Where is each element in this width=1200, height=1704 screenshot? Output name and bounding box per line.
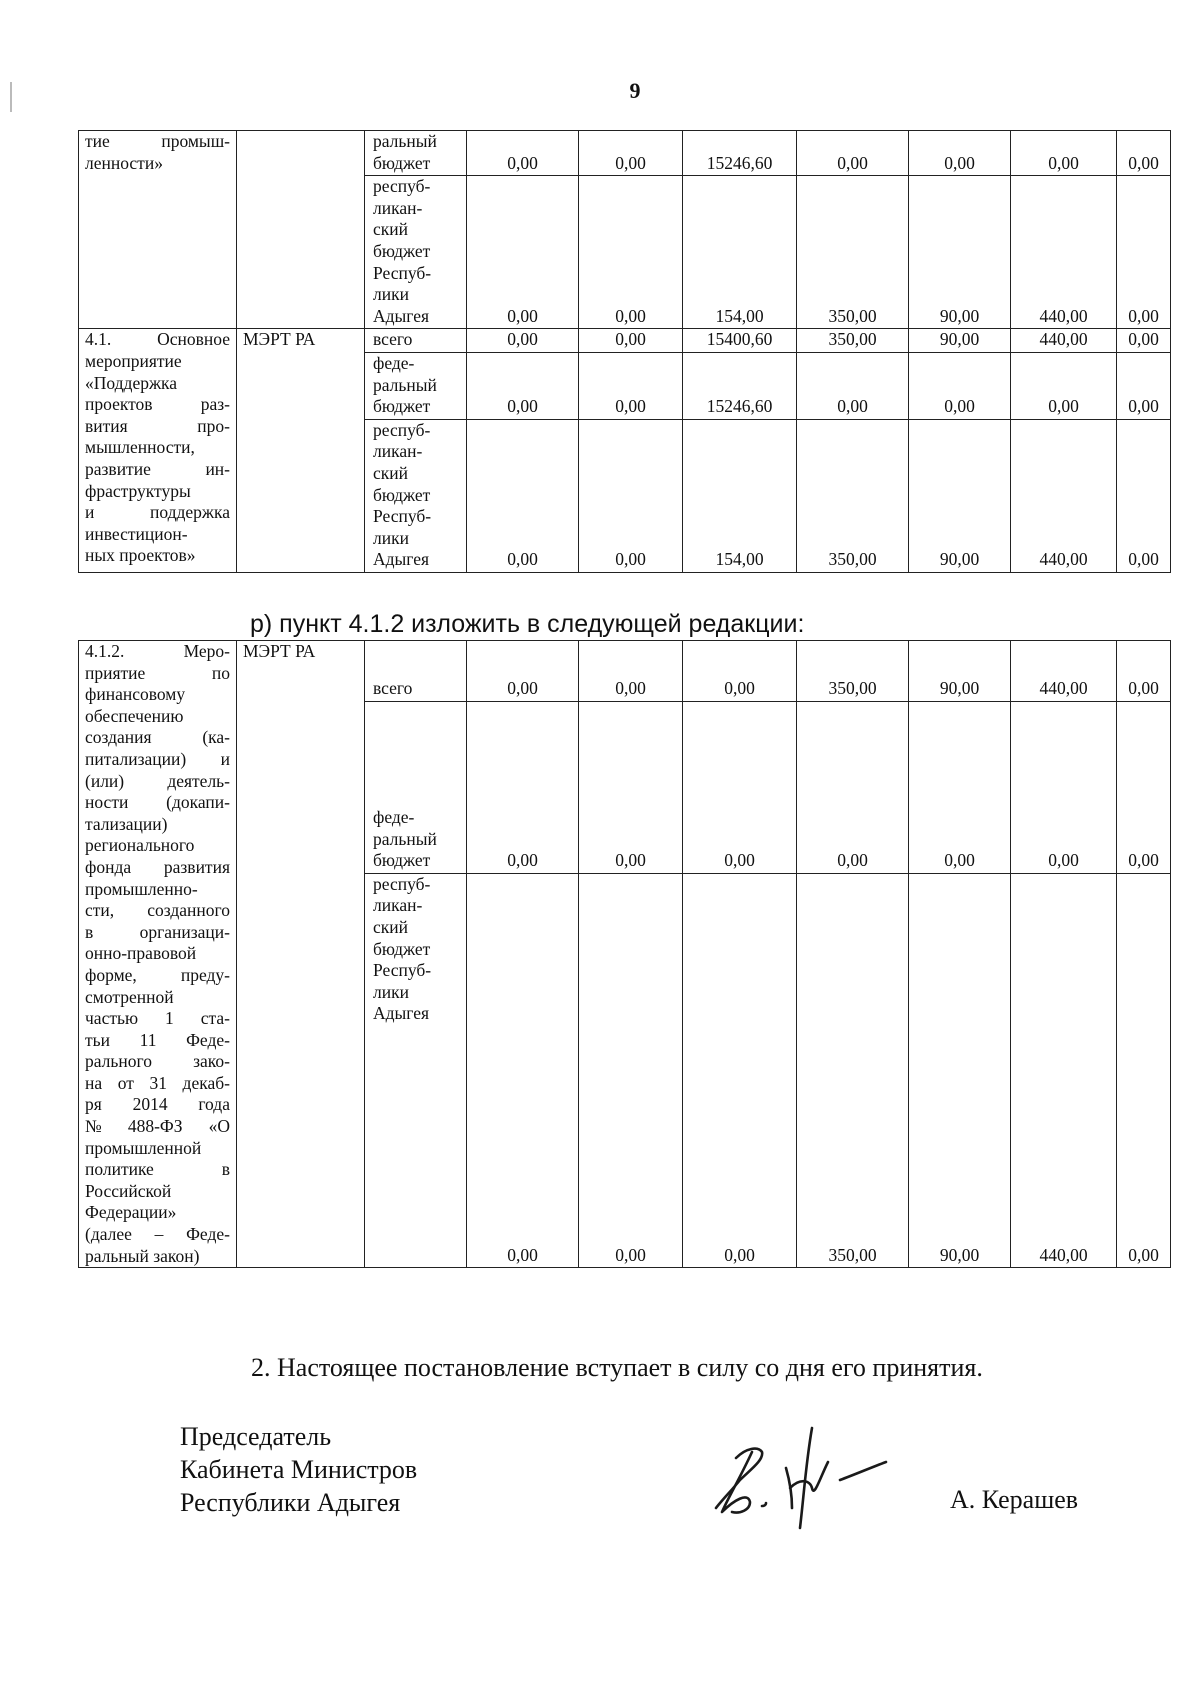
cell-text-line: Адыгея: [373, 1003, 430, 1024]
value-cell: 0,00: [1011, 352, 1117, 419]
cell-text-line: ря 2014 года: [85, 1094, 230, 1115]
cell-text-line: тие промыш-: [85, 131, 230, 151]
cell-text-line: промышленной: [85, 1137, 202, 1158]
cell-text-line: бюджет: [373, 152, 431, 173]
cell-text-line: финансовому: [85, 684, 186, 705]
cell-text-line: (далее – Феде-: [85, 1224, 230, 1245]
value-cell: 90,00: [909, 329, 1011, 353]
value-cell: 350,00: [797, 873, 909, 1267]
value-cell: 90,00: [909, 641, 1011, 702]
cell-text-line: Адыгея: [373, 305, 430, 326]
value-cell: 0,00: [797, 131, 909, 176]
budget-table-item-4-1-2: [78, 640, 1171, 1268]
cell-text-line: тьи 11 Феде-: [85, 1029, 230, 1050]
cell-text-line: промышленно-: [85, 878, 198, 899]
cell-text-line: ский: [373, 916, 408, 937]
item-4-1-2-total-label: всего: [365, 641, 467, 702]
cell-text-line: ности (докапи-: [85, 792, 230, 813]
item-4-1-2-federal-label: [365, 701, 467, 873]
cell-text-line: респуб-: [373, 873, 431, 894]
item-4-1-2-republic-label: [365, 873, 467, 1267]
cell-text-line: фраструктуры: [85, 480, 191, 501]
value-cell: 350,00: [797, 176, 909, 329]
cell-text-line: лики: [373, 284, 409, 305]
item-4-1-row-total: [79, 329, 1171, 353]
value-cell: 350,00: [797, 419, 909, 572]
cell-text-line: ский: [373, 462, 408, 483]
value-cell: 0,00: [1117, 329, 1171, 353]
cell-text-line: ликан-: [373, 895, 423, 916]
value-cell: 90,00: [909, 176, 1011, 329]
value-cell: 0,00: [683, 873, 797, 1267]
value-cell: 0,00: [1011, 131, 1117, 176]
effective-date-paragraph: 2. Настоящее постановление вступает в силу со дня его принятия.: [251, 1353, 983, 1382]
item-4-1-executor: МЭРТ РА: [237, 329, 365, 573]
cell-text-line: Респуб-: [373, 960, 432, 981]
cell-text-line: «Поддержка: [85, 372, 178, 393]
value-cell: 0,00: [579, 641, 683, 702]
cell-text-line: тализации): [85, 813, 168, 834]
item-4-1-republic-label: [365, 419, 467, 572]
cell-text-line: феде-: [373, 806, 415, 827]
value-cell: 15246,60: [683, 352, 797, 419]
value-cell: 0,00: [1117, 352, 1171, 419]
cell-text-line: бюджет: [373, 484, 431, 505]
value-cell: 0,00: [579, 329, 683, 353]
value-cell: 0,00: [467, 419, 579, 572]
value-cell: 15400,60: [683, 329, 797, 353]
cell-text-line: респуб-: [373, 419, 431, 440]
value-cell: 440,00: [1011, 329, 1117, 353]
cell-text-line: ральный: [373, 828, 437, 849]
amendment-instruction: р) пункт 4.1.2 изложить в следующей редакции:: [250, 610, 805, 638]
cell-text-line: Российской: [85, 1180, 172, 1201]
item-4-1-total-label: всего: [365, 329, 467, 353]
cont-federal-label: [365, 131, 467, 176]
cell-text-line: бюджет: [373, 396, 431, 417]
cell-text-line: сти, созданного: [85, 900, 230, 921]
cell-text-line: и поддержка: [85, 502, 230, 523]
value-cell: 90,00: [909, 419, 1011, 572]
cell-text-line: развитие ин-: [85, 458, 230, 479]
value-cell: 0,00: [579, 176, 683, 329]
item-4-1-2-executor: МЭРТ РА: [237, 641, 365, 1268]
cell-text-line: политике в: [85, 1159, 230, 1180]
cell-text-line: регионального: [85, 835, 195, 856]
cell-text-line: ленности»: [85, 152, 163, 173]
cell-text-line: респуб-: [373, 176, 431, 197]
cell-text-line: № 488-ФЗ «О: [85, 1116, 230, 1137]
cell-text-line: бюджет: [373, 938, 431, 959]
item-4-1-2-row-total: [79, 641, 1171, 702]
cell-text-line: ский: [373, 219, 408, 240]
cell-text-line: на от 31 декаб-: [85, 1072, 230, 1093]
value-cell: 0,00: [797, 352, 909, 419]
cell-text-line: Федерации»: [85, 1202, 177, 1223]
cell-text-line: Респуб-: [373, 506, 432, 527]
cell-text-line: рального зако-: [85, 1051, 230, 1072]
value-cell: 90,00: [909, 873, 1011, 1267]
cell-text-line: (или) деятель-: [85, 770, 230, 791]
value-cell: 0,00: [1117, 701, 1171, 873]
cell-text-line: ликан-: [373, 441, 423, 462]
cell-text-line: питализации) и: [85, 748, 230, 769]
value-cell: 0,00: [467, 873, 579, 1267]
cell-text-line: приятие по: [85, 662, 230, 683]
value-cell: 0,00: [579, 131, 683, 176]
cont-executor-cell: [237, 131, 365, 329]
value-cell: 0,00: [467, 176, 579, 329]
cell-text-line: создания (ка-: [85, 727, 230, 748]
value-cell: 0,00: [579, 419, 683, 572]
cont-row-federal: [79, 131, 1171, 176]
cell-text-line: лики: [373, 981, 409, 1002]
cont-name-cell: [79, 131, 237, 329]
cell-text-line: Адыгея: [373, 549, 430, 570]
value-cell: 154,00: [683, 419, 797, 572]
value-cell: 0,00: [797, 701, 909, 873]
cell-text-line: мышленности,: [85, 437, 195, 458]
value-cell: 0,00: [579, 352, 683, 419]
value-cell: 0,00: [1117, 419, 1171, 572]
cell-text-line: феде-: [373, 352, 415, 373]
value-cell: 440,00: [1011, 176, 1117, 329]
value-cell: 0,00: [1117, 131, 1171, 176]
cell-text-line: форме, преду-: [85, 964, 230, 985]
cell-text-line: лики: [373, 527, 409, 548]
cell-text-line: Респуб-: [373, 262, 432, 283]
cell-text-line: онно-правовой: [85, 943, 197, 964]
item-4-1-2-name-cell: [79, 641, 237, 1268]
value-cell: 154,00: [683, 176, 797, 329]
signer-title: [180, 1420, 417, 1519]
cell-text-line: обеспечению: [85, 705, 184, 726]
cell-text-line: вития про-: [85, 415, 230, 436]
cell-text-line: мероприятие: [85, 350, 182, 371]
cell-text-line: ных проектов»: [85, 545, 196, 566]
value-cell: 350,00: [797, 329, 909, 353]
value-cell: 0,00: [909, 701, 1011, 873]
value-cell: 0,00: [467, 701, 579, 873]
value-cell: 0,00: [579, 701, 683, 873]
value-cell: 0,00: [579, 873, 683, 1267]
signer-title-line: Кабинета Министров: [180, 1455, 418, 1484]
cont-republic-label: [365, 176, 467, 329]
item-4-1-federal-label: [365, 352, 467, 419]
value-cell: 0,00: [1117, 641, 1171, 702]
item-4-1-name-cell: [79, 329, 237, 573]
cell-text-line: бюджет: [373, 850, 431, 871]
cell-text-line: 4.1.2. Меро-: [85, 641, 230, 661]
value-cell: 0,00: [467, 329, 579, 353]
value-cell: 440,00: [1011, 873, 1117, 1267]
value-cell: 0,00: [467, 131, 579, 176]
value-cell: 350,00: [797, 641, 909, 702]
cell-text-line: в организаци-: [85, 921, 230, 942]
value-cell: 0,00: [1011, 701, 1117, 873]
signer-title-line: Республики Адыгея: [180, 1488, 401, 1517]
cell-text-line: ральный закон): [85, 1245, 200, 1266]
value-cell: 0,00: [909, 352, 1011, 419]
value-cell: 0,00: [467, 352, 579, 419]
cell-text-line: частью 1 ста-: [85, 1008, 230, 1029]
value-cell: 0,00: [1117, 873, 1171, 1267]
value-cell: 0,00: [467, 641, 579, 702]
value-cell: 0,00: [683, 701, 797, 873]
signer-title-line: Председатель: [180, 1422, 332, 1451]
signer-name: А. Керашев: [950, 1485, 1079, 1514]
cell-text-line: фонда развития: [85, 856, 230, 877]
page-number: 9: [629, 78, 641, 103]
cell-text-line: бюджет: [373, 240, 431, 261]
value-cell: 0,00: [1117, 176, 1171, 329]
value-cell: 440,00: [1011, 641, 1117, 702]
value-cell: 0,00: [683, 641, 797, 702]
cell-text-line: ральный: [373, 374, 437, 395]
value-cell: 0,00: [909, 131, 1011, 176]
budget-table-continuation: [78, 130, 1171, 573]
handwritten-signature: [700, 1418, 890, 1538]
cell-text-line: проектов раз-: [85, 394, 230, 415]
cell-text-line: 4.1. Основное: [85, 329, 230, 350]
value-cell: 440,00: [1011, 419, 1117, 572]
value-cell: 15246,60: [683, 131, 797, 176]
cell-text-line: ликан-: [373, 197, 423, 218]
cell-text-line: ральный: [373, 131, 437, 151]
cell-text-line: смотренной: [85, 986, 174, 1007]
cell-text-line: инвестицион-: [85, 523, 188, 544]
